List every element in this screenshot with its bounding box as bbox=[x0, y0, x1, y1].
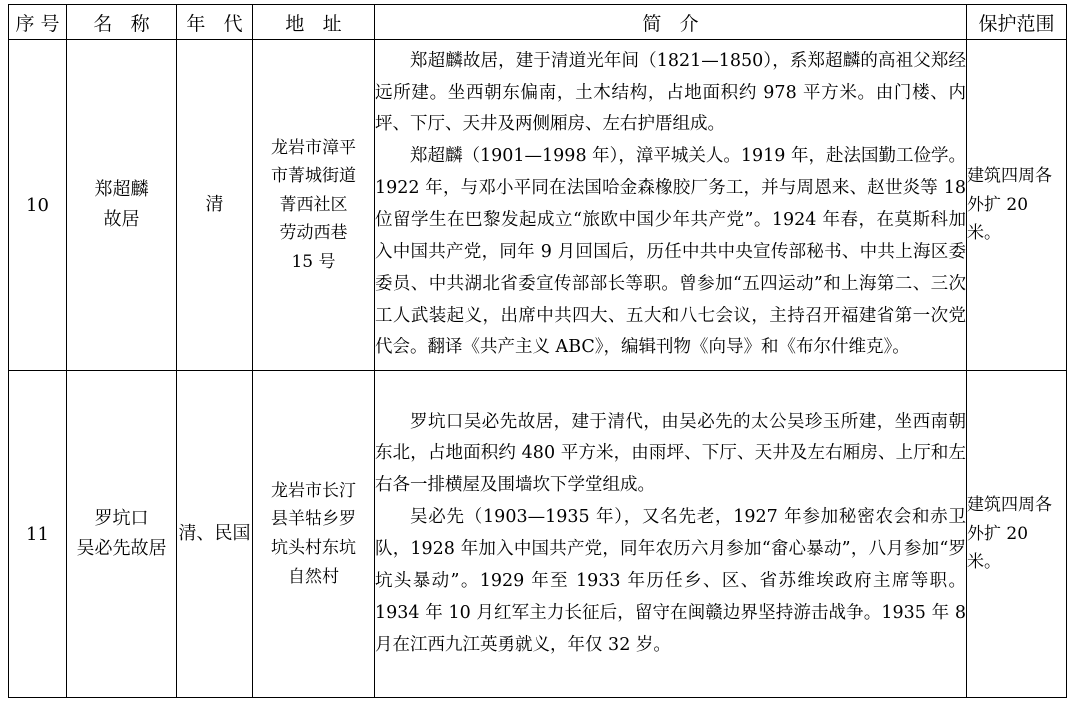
address-line: 菁西社区 bbox=[279, 194, 348, 215]
address-line: 县羊牯乡罗 bbox=[271, 509, 356, 530]
cell-era: 清 bbox=[177, 40, 253, 371]
description-paragraph: 罗坑口吴必先故居，建于清代，由吴必先的太公吴珍玉所建，坐西南朝东北，占地面积约 480 平方米，由雨坪、下厅、天井及左右厢房、上厅和左右各一排横屋及围墙坎下学堂组成。 bbox=[375, 411, 966, 496]
cell-protection-scope bbox=[967, 371, 1067, 698]
scope-line: 外扩 20 米。 bbox=[967, 523, 1029, 573]
cell-description bbox=[375, 371, 967, 698]
address-line: 15 号 bbox=[291, 251, 336, 272]
column-header-protection-scope: 保护范围 bbox=[967, 5, 1067, 40]
table-header-row bbox=[9, 5, 1067, 40]
description-paragraph: 郑超麟（1901—1998 年），漳平城关人。1919 年，赴法国勤工俭学。1922 年，与邓小平同在法国哈金森橡胶厂务工，并与周恩来、赵世炎等 18 位留学生在巴黎发起成立“旅欧中国少年共产党”。1924 年春，在莫斯科加入中国共产党，同年 9 月回国后，历任中共中央宣传部秘书、中共上海区委委员、中共湖北省委宣传部部长等职。曾参加“五四运动”和上海第二、三次工人武装起义，出席中共四大、五大和八七会议，主持召开福建省第一次党代会。翻译《共产主义 ABC》，编辑刊物《向导》和《布尔什维克》。 bbox=[375, 146, 966, 358]
column-header-era: 年 代 bbox=[177, 5, 253, 40]
column-header-sequence: 序号 bbox=[9, 5, 67, 40]
table-header bbox=[9, 5, 1067, 40]
document-page bbox=[0, 4, 1080, 711]
table-body bbox=[9, 40, 1067, 698]
scope-line: 外扩 20 米。 bbox=[967, 194, 1029, 244]
table-row bbox=[9, 40, 1067, 371]
address-line: 坑头村东坑 bbox=[271, 538, 356, 558]
cell-description bbox=[375, 40, 967, 371]
name-line: 罗坑口 bbox=[94, 508, 149, 530]
cell-name bbox=[67, 371, 177, 698]
cell-address bbox=[253, 40, 375, 371]
name-line: 故居 bbox=[103, 209, 140, 230]
address-line: 龙岩市漳平 bbox=[271, 137, 356, 158]
description-paragraph: 吴必先（1903—1935 年），又名先老，1927 年参加秘密农会和赤卫队，1928 年加入中国共产党，同年农历六月参加“畲心暴动”，八月参加“罗坑头暴动”。1929 年至 1933 年历任乡、区、省苏维埃政府主席等职。1934 年 10 月红军主力长征后，留守在闽赣边界坚持游击战争。1935 年 8 月在江西九江英勇就义，年仅 32 岁。 bbox=[375, 507, 966, 655]
cell-sequence: 10 bbox=[9, 40, 67, 371]
scope-line: 建筑四周各 bbox=[967, 165, 1052, 186]
column-header-description: 简 介 bbox=[375, 5, 967, 40]
description-paragraph: 郑超麟故居，建于清道光年间（1821—1850），系郑超麟的高祖父郑经远所建。坐西朝东偏南，土木结构，占地面积约 978 平方米。由门楼、内坪、下厅、天井及两侧厢房、左右护厝组成。 bbox=[375, 50, 966, 135]
cell-name bbox=[67, 40, 177, 371]
cell-era: 清、民国 bbox=[177, 371, 253, 698]
name-line: 吴必先故居 bbox=[76, 538, 167, 559]
cell-address bbox=[253, 371, 375, 698]
address-line: 自然村 bbox=[288, 566, 339, 587]
column-header-name: 名 称 bbox=[67, 5, 177, 40]
address-line: 龙岩市长汀 bbox=[271, 480, 356, 501]
address-line: 市菁城街道 bbox=[271, 166, 356, 187]
heritage-sites-table bbox=[8, 4, 1067, 698]
address-line: 劳动西巷 bbox=[279, 223, 348, 244]
cell-protection-scope bbox=[967, 40, 1067, 371]
cell-sequence: 11 bbox=[9, 371, 67, 698]
name-line: 郑超麟 bbox=[94, 179, 149, 201]
column-header-address: 地 址 bbox=[253, 5, 375, 40]
scope-line: 建筑四周各 bbox=[967, 494, 1052, 515]
table-row bbox=[9, 371, 1067, 698]
